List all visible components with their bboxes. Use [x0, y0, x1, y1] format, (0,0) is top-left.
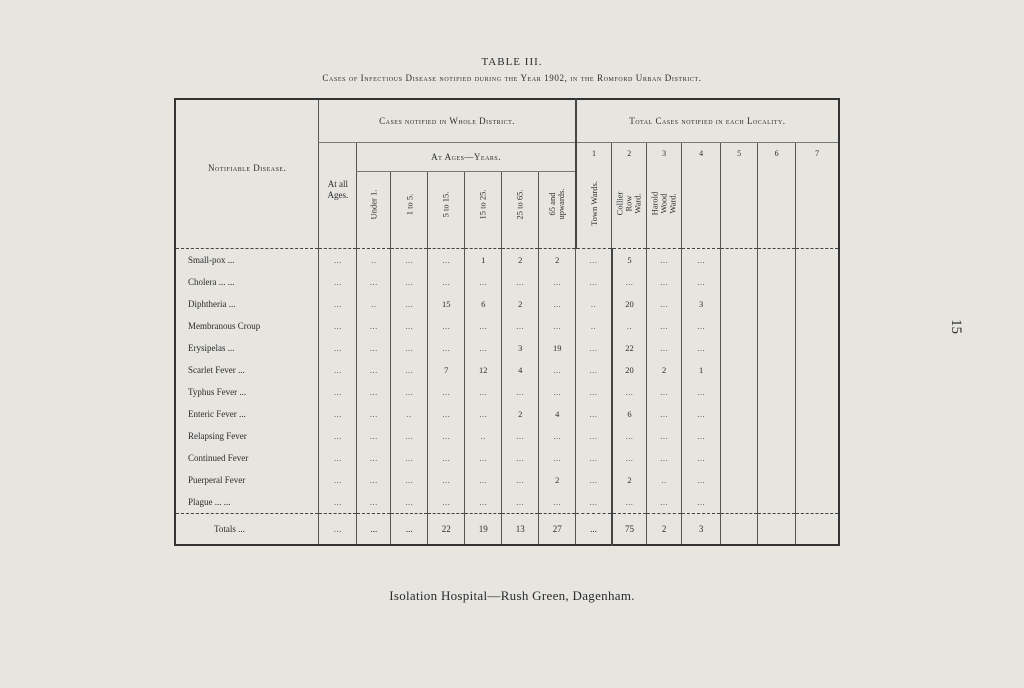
table-cell: 12 [465, 359, 502, 381]
table-cell: ... [465, 403, 502, 425]
table-cell: ... [465, 271, 502, 293]
disease-table [174, 98, 840, 546]
totals-cell: ... [357, 514, 391, 546]
table-cell: ... [682, 381, 721, 403]
table-cell: ... [465, 337, 502, 359]
table-cell: ... [465, 315, 502, 337]
table-cell: .. [357, 249, 391, 272]
table-cell: ... [576, 337, 612, 359]
table-cell: 3 [682, 293, 721, 315]
disease-name: Small-pox ... [188, 255, 235, 265]
locality-number-3: 3 [647, 143, 682, 172]
table-cell: 2 [539, 249, 576, 272]
table-row [175, 425, 839, 447]
table-cell: 20 [612, 293, 647, 315]
disease-name: Plague ... ... [188, 497, 231, 507]
table-row [175, 337, 839, 359]
age-15-to-25: 15 to 25. [477, 189, 488, 219]
table-subtitle: Cases of Infectious Disease notified during the Year 1902, in the Romford Urban District. [322, 73, 702, 83]
totals-row [175, 514, 839, 546]
table-cell: ... [502, 469, 539, 491]
disease-name: Scarlet Fever ... [188, 365, 245, 375]
all-ages-cell: ... [319, 271, 357, 293]
table-cell: ... [576, 447, 612, 469]
table-cell: ... [357, 491, 391, 514]
totals-label: Totals ... [175, 514, 319, 546]
table-cell: ... [576, 271, 612, 293]
table-body [175, 249, 839, 514]
table-cell: .. [647, 469, 682, 491]
table-cell: ... [612, 425, 647, 447]
totals-cell: ... [576, 514, 612, 546]
table-cell: ... [539, 425, 576, 447]
table-row [175, 359, 839, 381]
table-cell: ... [357, 381, 391, 403]
table-cell: ... [357, 469, 391, 491]
all-ages-cell: ... [319, 315, 357, 337]
table-cell: 4 [502, 359, 539, 381]
age-under-1: Under 1. [368, 189, 379, 219]
table-cell: ... [539, 293, 576, 315]
table-cell: ... [428, 491, 465, 514]
age-65-upwards: 65 and upwards. [547, 188, 566, 220]
table-cell: ... [428, 315, 465, 337]
table-cell: ... [465, 447, 502, 469]
table-cell: 2 [539, 469, 576, 491]
table-row [175, 293, 839, 315]
table-cell: ... [682, 491, 721, 514]
table-cell: 15 [428, 293, 465, 315]
table-cell: ... [428, 271, 465, 293]
all-ages-cell: ... [319, 337, 357, 359]
disease-name: Cholera ... ... [188, 277, 235, 287]
table-cell: ... [647, 403, 682, 425]
table-cell: ... [428, 469, 465, 491]
table-cell: ... [357, 447, 391, 469]
locality-collier-row: Collier Row Ward. [614, 191, 643, 216]
disease-name: Puerperal Fever [188, 475, 246, 485]
table-cell: 4 [539, 403, 576, 425]
totals-cell: 27 [539, 514, 576, 546]
table-cell: ... [391, 359, 428, 381]
table-cell: ... [682, 403, 721, 425]
table-row [175, 491, 839, 514]
header-separator [175, 236, 839, 249]
table-row [175, 381, 839, 403]
table-cell: 1 [682, 359, 721, 381]
table-cell: 6 [612, 403, 647, 425]
locality-number-6: 6 [758, 143, 796, 237]
disease-name: Diphtheria ... [188, 299, 236, 309]
table-row [175, 403, 839, 425]
totals-cell: 2 [647, 514, 682, 546]
table-cell: ... [391, 271, 428, 293]
table-row [175, 315, 839, 337]
header-disease: Notifiable Disease. [208, 163, 287, 173]
disease-name: Relapsing Fever [188, 431, 247, 441]
locality-town-wards: Town Wards. [588, 181, 599, 227]
table-cell: ... [539, 359, 576, 381]
totals-cell: 75 [612, 514, 647, 546]
table-cell: 2 [502, 403, 539, 425]
table-cell: 1 [465, 249, 502, 272]
table-cell: ... [576, 381, 612, 403]
table-cell: ... [647, 271, 682, 293]
table-row [175, 469, 839, 491]
table-cell: 3 [502, 337, 539, 359]
table-cell: 7 [428, 359, 465, 381]
table-cell: ... [465, 381, 502, 403]
table-cell: ... [539, 447, 576, 469]
table-cell: ... [357, 271, 391, 293]
table-cell: ... [539, 491, 576, 514]
disease-name: Typhus Fever ... [188, 387, 247, 397]
table-cell: .. [576, 293, 612, 315]
all-ages-cell: ... [319, 469, 357, 491]
table-cell: .. [391, 403, 428, 425]
locality-harold-wood: Harold Wood Ward. [649, 191, 678, 216]
table-row [175, 447, 839, 469]
table-cell: ... [682, 447, 721, 469]
totals-cell: ... [391, 514, 428, 546]
table-cell: 22 [612, 337, 647, 359]
table-cell: 2 [502, 249, 539, 272]
table-cell: ... [576, 403, 612, 425]
table-cell: ... [576, 425, 612, 447]
table-cell: ... [647, 425, 682, 447]
table-cell: .. [357, 293, 391, 315]
header-at-all-ages: At all Ages. [319, 143, 357, 237]
table-cell: ... [428, 447, 465, 469]
table-cell: 6 [465, 293, 502, 315]
table-cell: ... [647, 315, 682, 337]
table-cell: 2 [647, 359, 682, 381]
table-cell: ... [428, 425, 465, 447]
footer-caption: Isolation Hospital—Rush Green, Dagenham. [389, 588, 635, 603]
table-cell: ... [391, 381, 428, 403]
totals-cell: 19 [465, 514, 502, 546]
disease-name: Enteric Fever ... [188, 409, 246, 419]
table-cell: ... [682, 337, 721, 359]
header-whole-district: Cases notified in Whole District. [319, 99, 576, 143]
all-ages-cell: ... [319, 425, 357, 447]
totals-cell: 3 [682, 514, 721, 546]
table-cell: .. [465, 425, 502, 447]
table-cell: ... [502, 447, 539, 469]
table-cell: ... [357, 337, 391, 359]
all-ages-cell: ... [319, 381, 357, 403]
age-25-to-65: 25 to 65. [514, 189, 525, 219]
all-ages-cell: ... [319, 293, 357, 315]
table-cell: ... [357, 315, 391, 337]
table-cell: ... [465, 469, 502, 491]
table-cell: ... [612, 381, 647, 403]
table-title: TABLE III. [481, 56, 543, 68]
locality-number-7: 7 [796, 143, 839, 237]
header-at-ages-years: At Ages—Years. [357, 143, 576, 172]
table-cell: 2 [502, 293, 539, 315]
table-cell: ... [682, 425, 721, 447]
table-cell: ... [391, 293, 428, 315]
table-cell: ... [502, 315, 539, 337]
table-cell: ... [391, 315, 428, 337]
age-5-to-15: 5 to 15. [440, 191, 451, 217]
disease-name: Membranous Croup [188, 321, 261, 331]
table-cell: ... [647, 491, 682, 514]
table-cell: 5 [612, 249, 647, 272]
table-cell: ... [647, 249, 682, 272]
locality-number-2: 2 [612, 143, 647, 172]
table-cell: ... [539, 271, 576, 293]
locality-number-1: 1 [576, 143, 612, 172]
header-locality: Total Cases notified in each Locality. [576, 99, 839, 143]
table-cell: ... [612, 447, 647, 469]
table-cell: ... [576, 491, 612, 514]
table-cell: ... [428, 381, 465, 403]
disease-name: Continued Fever [188, 453, 249, 463]
totals-lead: ... [319, 514, 357, 546]
table-cell: ... [647, 381, 682, 403]
locality-number-5: 5 [721, 143, 758, 237]
all-ages-cell: ... [319, 491, 357, 514]
totals-cell: 13 [502, 514, 539, 546]
table-row [175, 271, 839, 293]
table-cell: ... [502, 271, 539, 293]
table-cell: ... [539, 381, 576, 403]
table-cell: ... [502, 491, 539, 514]
table-cell: ... [647, 337, 682, 359]
table-cell: ... [682, 249, 721, 272]
table-cell: ... [428, 337, 465, 359]
all-ages-cell: ... [319, 249, 357, 272]
table-cell: ... [357, 359, 391, 381]
table-cell: ... [539, 315, 576, 337]
table-cell: ... [576, 469, 612, 491]
disease-name: Erysipelas ... [188, 343, 235, 353]
table-cell: ... [576, 249, 612, 272]
table-cell: ... [612, 271, 647, 293]
table-row [175, 249, 839, 272]
table-cell: ... [391, 337, 428, 359]
locality-number-4: 4 [682, 143, 721, 237]
table-cell: ... [576, 359, 612, 381]
table-cell: .. [612, 315, 647, 337]
age-1-to-5: 1 to 5. [403, 193, 414, 215]
table-cell: ... [647, 293, 682, 315]
table-cell: 20 [612, 359, 647, 381]
table-cell: ... [682, 469, 721, 491]
all-ages-cell: ... [319, 447, 357, 469]
table-cell: ... [391, 491, 428, 514]
table-cell: ... [391, 447, 428, 469]
table-cell: ... [612, 491, 647, 514]
table-cell: ... [357, 403, 391, 425]
all-ages-cell: ... [319, 359, 357, 381]
table-cell: 19 [539, 337, 576, 359]
table-cell: ... [502, 425, 539, 447]
page-number: 15 [948, 319, 964, 334]
table-cell: .. [576, 315, 612, 337]
table-cell: ... [647, 447, 682, 469]
table-cell: ... [682, 271, 721, 293]
table-cell: ... [357, 425, 391, 447]
table-cell: ... [391, 249, 428, 272]
table-cell: ... [428, 249, 465, 272]
table-cell: ... [502, 381, 539, 403]
table-cell: 2 [612, 469, 647, 491]
table-cell: ... [428, 403, 465, 425]
table-cell: ... [391, 425, 428, 447]
all-ages-cell: ... [319, 403, 357, 425]
table-cell: ... [465, 491, 502, 514]
table-cell: ... [682, 315, 721, 337]
totals-cell: 22 [428, 514, 465, 546]
table-cell: ... [391, 469, 428, 491]
